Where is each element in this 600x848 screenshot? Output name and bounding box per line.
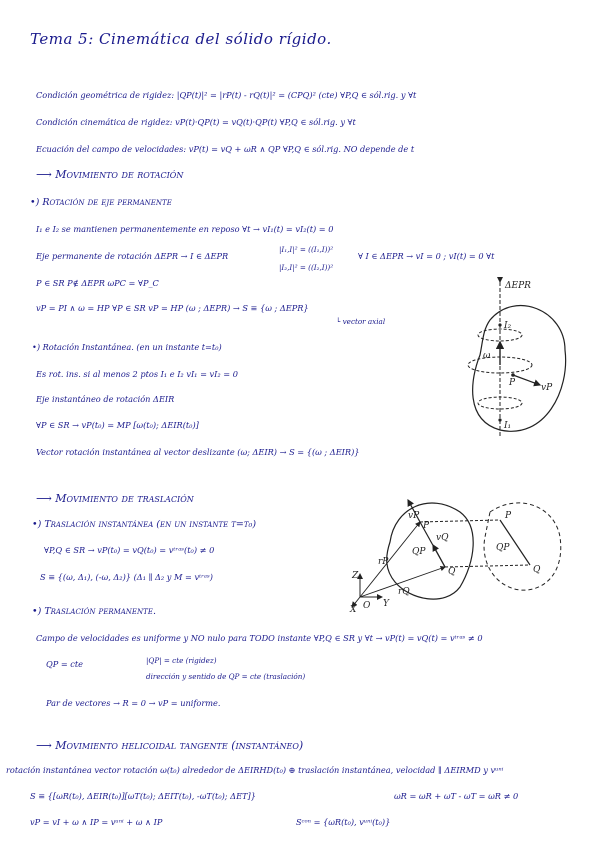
fig1-label-axis: ΔEPR: [505, 281, 531, 291]
fig1-label-vp: vP: [541, 383, 553, 393]
translation-perm-line2a: QP = cte: [46, 659, 84, 669]
condition-velocity-field: Ecuación del campo de velocidades: vP(t) = vQ + ωR ∧ QP ∀P,Q ∈ sól.rig. NO depende de t: [36, 144, 415, 154]
fig2-label-q: Q: [448, 567, 456, 577]
heading-translation: ⟶ Movimiento de traslación: [36, 492, 194, 505]
rotation-inst-line4: Vector rotación instantánea al vector deslizante (ω; ΔEIR) → S = {(ω ; ΔEIR)}: [36, 447, 360, 457]
helicoidal-line2a: S ≡ {[ωR(t₀), ΔEIR(t₀)][ωT(t₀); ΔEIT(t₀), -ωT(t₀); ΔET]}: [30, 791, 256, 801]
fig2-label-p-moved: P: [505, 511, 512, 521]
translation-perm-title: •) Traslación permanente.: [32, 606, 156, 617]
fig2-label-rp: rP: [378, 557, 389, 567]
heading-helicoidal: ⟶ Movimiento helicoidal tangente (instantáneo): [36, 739, 304, 752]
fig2-label-vq: vQ: [436, 533, 449, 543]
rotation-perm-line1: I₁ e I₂ se mantienen permanentemente en reposo ∀t → vI₁(t) = vI₂(t) = 0: [36, 224, 334, 234]
helicoidal-line2b: ωR = ωR + ωT - ωT = ωR ≠ 0: [394, 791, 519, 801]
rotation-inst-line3: ∀P ∈ SR → vP(t₀) = MP [ω(t₀); ΔEIR(t₀)]: [36, 420, 199, 430]
heading-helicoidal-text: Movimiento helicoidal tangente (instantáneo): [55, 739, 304, 752]
fig2-label-qp: QP: [412, 547, 426, 557]
fig2-label-vp: vP: [408, 511, 420, 521]
translation-inst-line2: S ≡ {(ω, Δ₁), (-ω, Δ₂)} (Δ₁ ∥ Δ₂ y M = vᵗʳᵃˢ): [40, 572, 213, 582]
figure-translation-body: [350, 482, 575, 615]
fig2-label-q-moved: Q: [533, 565, 541, 575]
rotation-brace-2: |I₂,I|² = ((I₂,I))²: [279, 263, 334, 272]
figure-rotation-body: [445, 280, 585, 440]
fig1-label-i2: I₂: [504, 321, 512, 331]
helicoidal-line3a: vP = vI + ω ∧ IP = vᵘⁿⁱ + ω ∧ IP: [30, 817, 163, 827]
condition-geometric: Condición geométrica de rigidez: |QP(t)|² = |rP(t) - rQ(t)|² = (CPQ)² (cte) ∀P,Q ∈ sól.rig. y ∀t: [36, 90, 417, 100]
fig1-label-i1: I₁: [504, 421, 512, 431]
heading-translation-text: Movimiento de traslación: [55, 492, 194, 505]
rotation-perm-note-text: vector axial: [342, 317, 386, 326]
page-title: Tema 5: Cinemática del sólido rígido.: [30, 30, 332, 48]
velocity-vector: [513, 375, 540, 385]
rotation-inst-title: •) Rotación Instantánea. (en un instante t=t₀): [32, 342, 222, 352]
condition-kinematic: Condición cinemática de rigidez: vP(t)·QP(t) = vQ(t)·QP(t) ∀P,Q ∈ sól.rig. y ∀t: [36, 117, 356, 127]
point-i1: [498, 418, 501, 421]
velocity-vq: [433, 545, 445, 567]
fig2-label-p: P: [423, 521, 430, 531]
rotation-brace-1: |I₁,I|² = ((I₁,I))²: [279, 245, 334, 254]
fig2-label-y: Y: [383, 599, 389, 609]
rotation-inst-line1: Es rot. ins. si al menos 2 ptos I₁ e I₂ vI₁ = vI₂ = 0: [36, 369, 238, 379]
body-outline: [473, 306, 566, 432]
helicoidal-line1: rotación instantánea vector rotación ω(t₀) alrededor de ΔEIRHD(t₀) ⊕ traslación instantánea, velocidad ∥ ΔEIRMD y vᵘⁿⁱ: [6, 765, 504, 775]
fig1-label-omega: ω: [483, 351, 491, 361]
translation-perm-line3: Par de vectores → R = 0 → vP = uniforme.: [46, 698, 221, 708]
point-i2: [498, 323, 501, 326]
rotation-perm-note: └ vector axial: [336, 317, 386, 326]
path-q: [445, 565, 530, 567]
translation-inst-line1: ∀P,Q ∈ SR → vP(t₀) = vQ(t₀) = vᵗʳᵃˢ(t₀) ≠ 0: [44, 545, 215, 555]
fig1-label-p: P: [509, 378, 516, 388]
translation-brace-2: dirección y sentido de QP = cte (traslación): [146, 672, 306, 681]
rotation-perm-line3: P ∈ SR P∉ ΔEPR ωPC = ∀P_C: [36, 278, 159, 288]
heading-rotation: ⟶ Movimiento de rotación: [36, 168, 184, 181]
body-outline-solid: [387, 503, 473, 599]
translation-inst-title: •) Traslación instantánea (en un instante t=t₀): [32, 519, 257, 530]
rotation-perm-line2b: ∀ I ∈ ΔEPR → vI = 0 ; vI(t) = 0 ∀t: [358, 251, 495, 261]
rotation-perm-line2a: Eje permanente de rotación ΔEPR → I ∈ ΔEPR: [36, 251, 229, 261]
helicoidal-line3b: Sᶜᵒⁿ = {ωR(t₀), vᵘⁿⁱ(t₀)}: [296, 817, 391, 827]
position-rp: [360, 522, 420, 597]
fig2-label-x: X: [350, 605, 357, 615]
translation-perm-line1: Campo de velocidades es uniforme y NO nulo para TODO instante ∀P,Q ∈ SR y ∀t → vP(t) = vQ(t) = vᵗʳᵃˢ ≠ 0: [36, 633, 483, 643]
translation-brace-1: |QP| = cte (rigidez): [146, 656, 217, 665]
rotation-inst-line2: Eje instantáneo de rotación ΔEIR: [36, 394, 175, 404]
heading-rotation-text: Movimiento de rotación: [55, 168, 184, 181]
point-p: [511, 373, 515, 377]
fig2-label-o: O: [363, 601, 371, 611]
fig2-label-qp-moved: QP: [496, 543, 510, 553]
rotation-perm-line4: vP = PI ∧ ω = HP ∀P ∈ SR vP = HP (ω ; ΔEPR) → S ≡ {ω ; ΔEPR}: [36, 303, 309, 313]
rotation-permanent-title: •) Rotación de eje permanente: [30, 197, 172, 208]
fig2-label-rq: rQ: [398, 587, 410, 597]
fig2-label-z: Z: [352, 571, 359, 581]
